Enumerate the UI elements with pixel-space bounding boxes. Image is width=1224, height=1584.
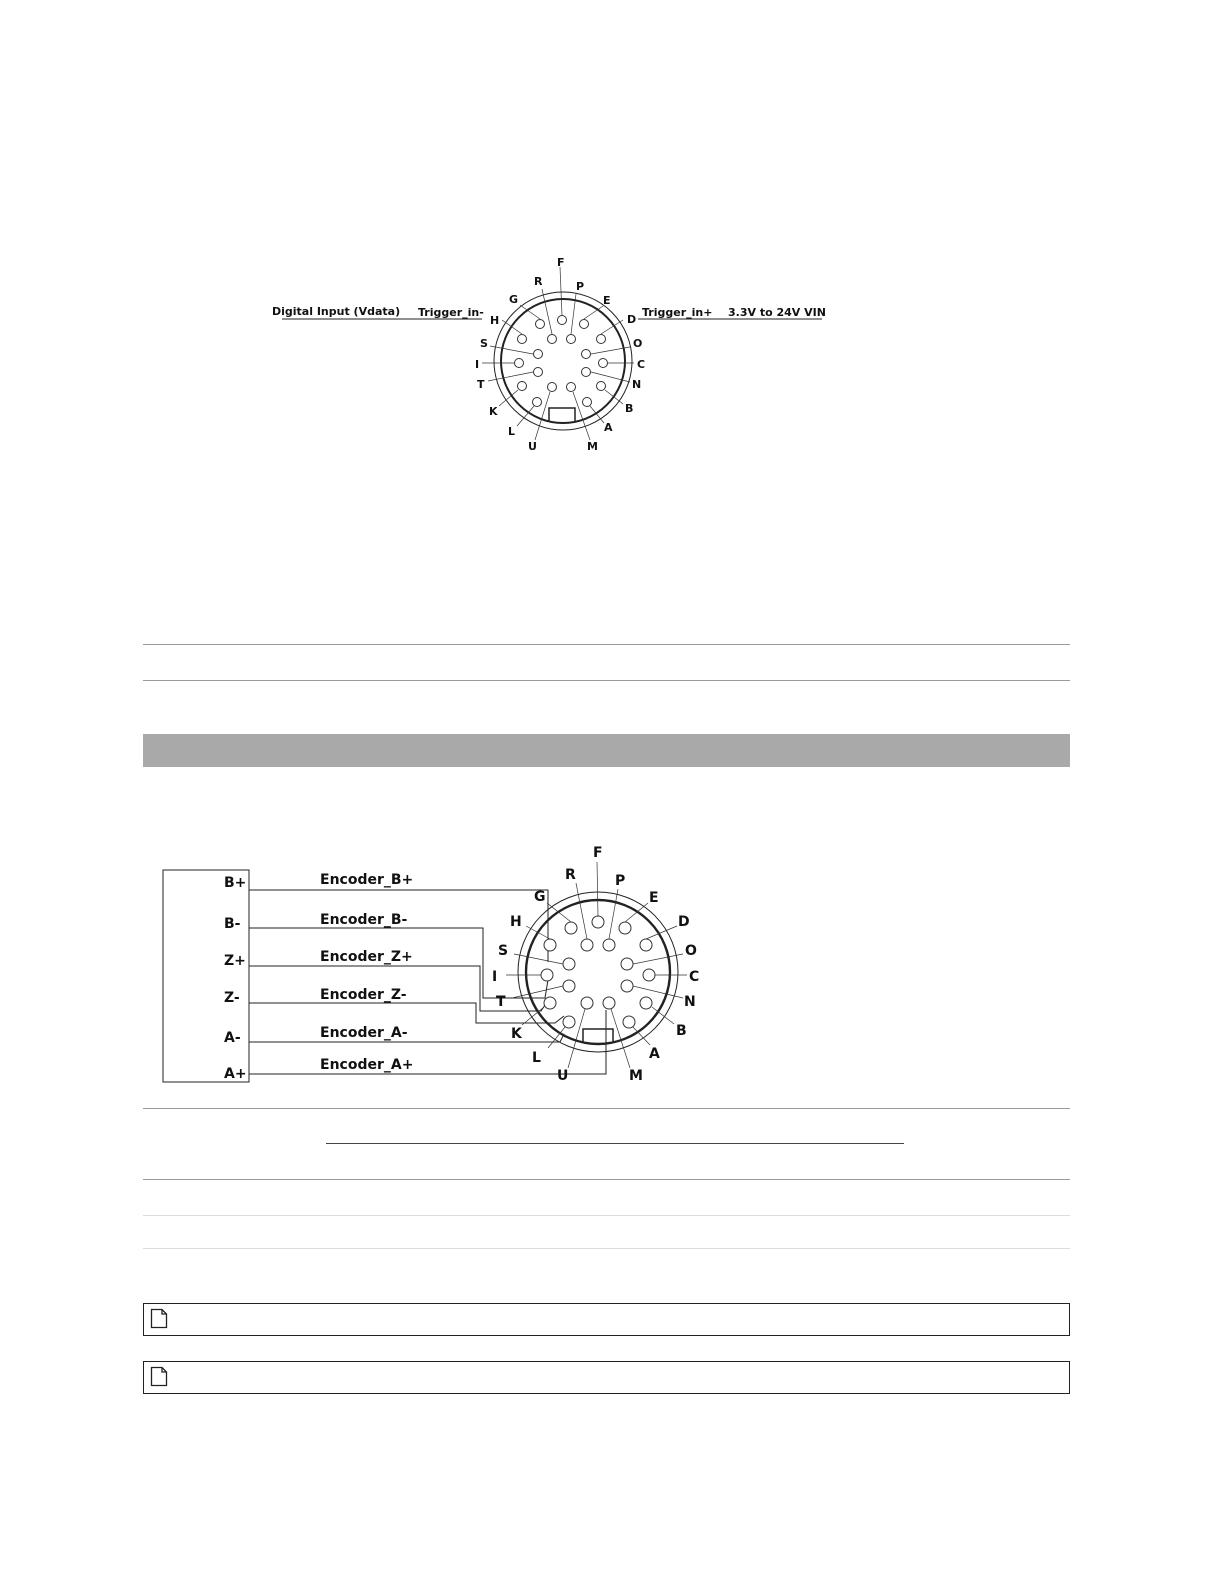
pin-N xyxy=(582,368,591,377)
pin-label-M: M xyxy=(587,440,598,453)
terminal-A-plus-label: A+ xyxy=(224,1066,247,1082)
pin-O xyxy=(621,958,633,970)
pin-R xyxy=(548,335,557,344)
pin-K xyxy=(518,382,527,391)
pin-F xyxy=(558,316,567,325)
pin-N xyxy=(621,980,633,992)
pin-label-A: A xyxy=(649,1046,660,1062)
pin-I xyxy=(515,359,524,368)
pin-A xyxy=(623,1016,635,1028)
pin-label-S: S xyxy=(498,943,509,959)
pin-label-H: H xyxy=(490,314,500,327)
pin-label-E: E xyxy=(649,890,659,906)
pin-label-K: K xyxy=(511,1026,522,1042)
digital-input-label: Digital Input (Vdata) xyxy=(272,305,401,318)
pin-label-L: L xyxy=(532,1050,541,1066)
pin-S xyxy=(534,350,543,359)
divider xyxy=(143,1179,1070,1180)
pin-E xyxy=(580,320,589,329)
pin-E xyxy=(619,922,631,934)
pin-G xyxy=(536,320,545,329)
divider xyxy=(143,644,1070,645)
note-icon xyxy=(150,1366,168,1387)
terminal-Z-minus-label: Z- xyxy=(224,990,240,1006)
pin-B xyxy=(640,997,652,1009)
pin-label-B: B xyxy=(625,402,634,415)
trigger-in-minus-label: Trigger_in- xyxy=(418,306,484,319)
pin-label-U: U xyxy=(557,1068,569,1084)
pin-label-C: C xyxy=(689,969,700,985)
pin-U xyxy=(581,997,593,1009)
note-box xyxy=(143,1303,1070,1336)
pin-G xyxy=(565,922,577,934)
pin-label-N: N xyxy=(684,994,696,1010)
pin-label-R: R xyxy=(534,275,543,288)
note-icon xyxy=(150,1308,168,1329)
pin-C xyxy=(599,359,608,368)
divider xyxy=(143,1215,1070,1216)
pin-R xyxy=(581,939,593,951)
encoder-a-minus-label: Encoder_A- xyxy=(320,1025,408,1041)
divider xyxy=(143,680,1070,681)
pin-I xyxy=(541,969,553,981)
pin-label-D: D xyxy=(678,914,690,930)
pin-label-E: E xyxy=(603,294,611,307)
pin-H xyxy=(518,335,527,344)
wire-encoder-z-minus xyxy=(249,1003,564,1023)
pin-M xyxy=(603,997,615,1009)
pin-B xyxy=(597,382,606,391)
pin-K xyxy=(544,997,556,1009)
pin-D xyxy=(640,939,652,951)
terminal-B-minus-label: B- xyxy=(224,916,241,932)
note-box xyxy=(143,1361,1070,1394)
pin-label-P: P xyxy=(576,280,585,293)
terminal-Z-plus-label: Z+ xyxy=(224,953,246,969)
pin-label-N: N xyxy=(632,378,642,391)
vin-range-label: 3.3V to 24V VIN xyxy=(728,306,826,319)
pin-H xyxy=(544,939,556,951)
pin-T xyxy=(563,980,575,992)
terminal-B-plus-label: B+ xyxy=(224,875,247,891)
encoder-terminal-block xyxy=(163,870,249,1082)
divider xyxy=(143,1108,1070,1109)
pin-label-R: R xyxy=(565,867,576,883)
pin-L xyxy=(563,1016,575,1028)
pin-label-O: O xyxy=(685,943,697,959)
pin-F xyxy=(592,916,604,928)
pin-C xyxy=(643,969,655,981)
pin-label-I: I xyxy=(492,969,498,985)
pin-D xyxy=(597,335,606,344)
pin-U xyxy=(548,383,557,392)
pin-label-T: T xyxy=(496,994,506,1010)
caption-underline xyxy=(326,1143,904,1144)
pin-label-T: T xyxy=(477,378,485,391)
pin-label-L: L xyxy=(508,425,516,438)
encoder-z-minus-label: Encoder_Z- xyxy=(320,987,407,1003)
pin-label-D: D xyxy=(627,313,637,326)
pin-S xyxy=(563,958,575,970)
pin-T xyxy=(534,368,543,377)
pin-label-F: F xyxy=(593,845,603,861)
connector-pinout-diagram-top xyxy=(260,250,840,460)
pin-label-O: O xyxy=(633,337,643,350)
encoder-wiring-diagram xyxy=(150,840,730,1090)
encoder-b-plus-label: Encoder_B+ xyxy=(320,872,414,888)
pin-label-C: C xyxy=(637,358,646,371)
pin-label-A: A xyxy=(604,421,613,434)
encoder-a-plus-label: Encoder_A+ xyxy=(320,1057,414,1073)
pin-label-H: H xyxy=(510,914,522,930)
pin-label-K: K xyxy=(489,405,498,418)
pin-label-F: F xyxy=(557,256,565,269)
section-header-bar xyxy=(143,734,1070,767)
connector-key-notch xyxy=(549,408,575,421)
pin-A xyxy=(583,398,592,407)
pin-O xyxy=(582,350,591,359)
pin-label-B: B xyxy=(676,1023,687,1039)
pin-M xyxy=(567,383,576,392)
pin-label-P: P xyxy=(615,873,626,889)
pin-label-U: U xyxy=(528,440,537,453)
trigger-in-plus-label: Trigger_in+ xyxy=(642,306,713,319)
pin-label-I: I xyxy=(475,358,480,371)
pin-L xyxy=(533,398,542,407)
encoder-z-plus-label: Encoder_Z+ xyxy=(320,949,413,965)
encoder-b-minus-label: Encoder_B- xyxy=(320,912,408,928)
pin-label-M: M xyxy=(629,1068,643,1084)
divider xyxy=(143,1248,1070,1249)
pin-P xyxy=(603,939,615,951)
connector-key-notch xyxy=(583,1029,613,1043)
pin-P xyxy=(567,335,576,344)
terminal-A-minus-label: A- xyxy=(224,1030,241,1046)
pin-label-G: G xyxy=(509,293,519,306)
pin-label-S: S xyxy=(480,337,488,350)
pin-label-G: G xyxy=(534,889,546,905)
